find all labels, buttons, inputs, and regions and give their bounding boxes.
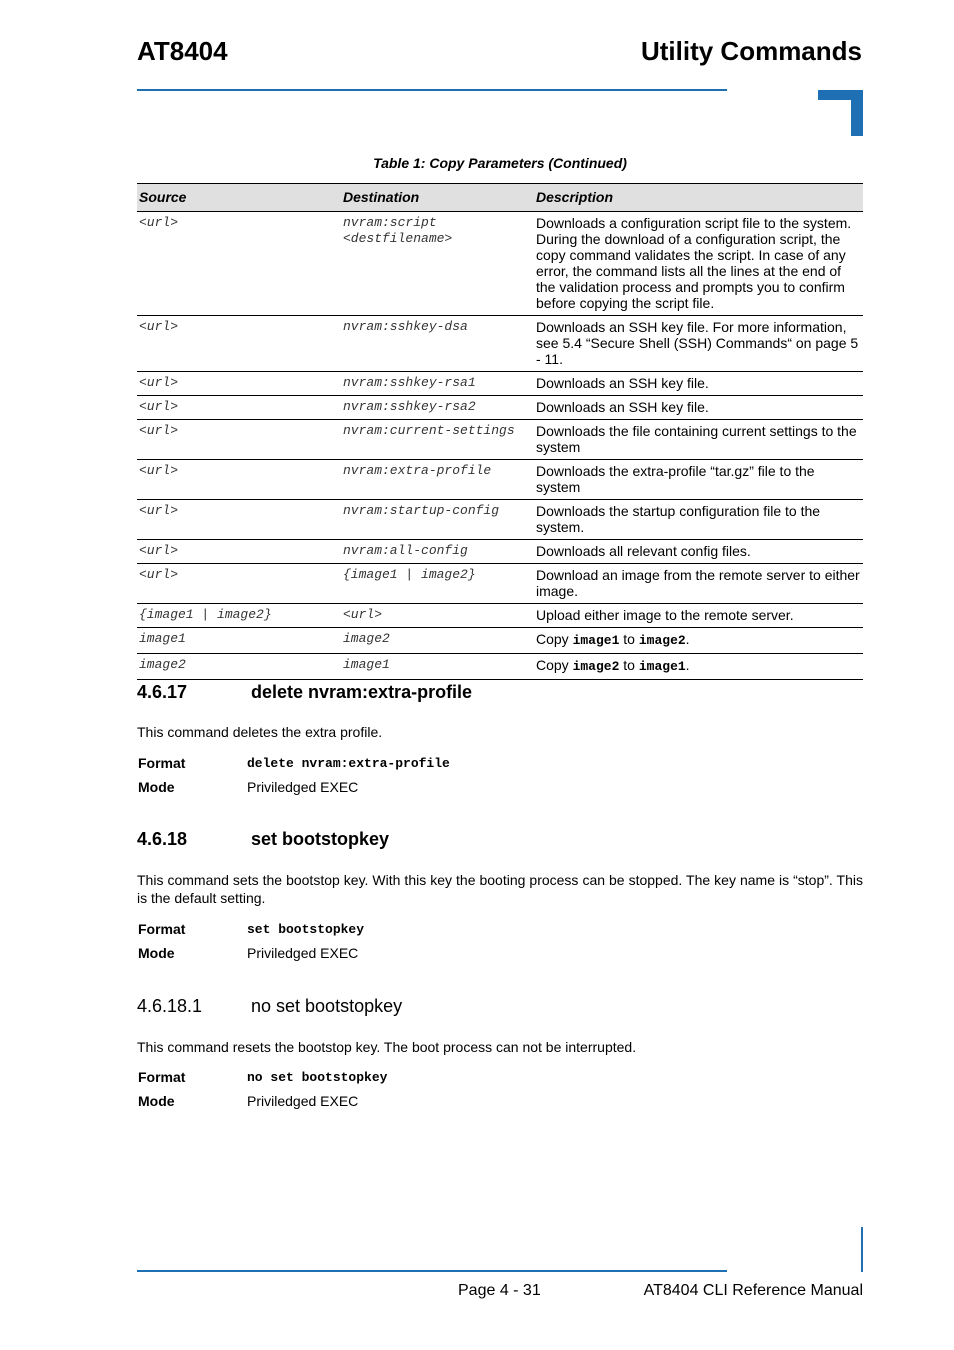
table-row [137,316,863,372]
description-cell: Downloads a configuration script file to the system. During the download of a configuration script, the copy command validates the script. In case of any error, the command lists all the lines at the end of the validation process and prompts you to confirm before copying the script file. [534,212,863,316]
section-title: no set bootstopkey [251,996,403,1016]
destination-cell: nvram:sshkey-dsa [341,316,534,372]
description-cell: Downloads the startup configuration file to the system. [534,500,863,540]
description-cell: Downloads an SSH key file. For more information, see 5.4 “Secure Shell (SSH) Commands“ on page 5 - 11. [534,316,863,372]
column-header-source: Source [137,184,341,212]
source-cell: <url> [137,212,341,316]
description-cell: Downloads the file containing current settings to the system [534,420,863,460]
description-cell: Downloads an SSH key file. [534,372,863,396]
destination-cell: nvram:extra-profile [341,460,534,500]
footer-corner-mark [861,1227,863,1272]
description-cell: Downloads the extra-profile “tar.gz” file to the system [534,460,863,500]
desc-text: . [685,657,690,673]
table-row [137,396,863,420]
copy-parameters-table [137,183,863,680]
source-cell: <url> [137,396,341,420]
format-label: Format [138,921,186,937]
destination-cell: {image1 | image2} [341,564,534,604]
table-row [137,500,863,540]
desc-text: to [619,631,639,647]
table-row [137,420,863,460]
mode-label: Mode [138,779,175,795]
mode-label: Mode [138,945,175,961]
header-corner-mark-vertical [851,90,863,136]
table-header-row [137,184,863,212]
source-cell: <url> [137,316,341,372]
footer-rule [137,1270,727,1272]
column-header-description: Description [534,184,863,212]
desc-text: to [619,657,639,673]
description-cell: Downloads all relevant config files. [534,540,863,564]
table-row [137,654,863,680]
desc-text: Copy [536,631,573,647]
destination-cell: <url> [341,604,534,628]
section-heading-set-bootstopkey [137,829,389,850]
column-header-destination: Destination [341,184,534,212]
format-command: set bootstopkey [247,922,365,937]
section-title: delete nvram:extra-profile [251,682,473,702]
destination-cell: nvram:current-settings [341,420,534,460]
mode-value: Priviledged EXEC [247,779,359,795]
desc-code: image2 [638,633,686,648]
destination-cell: image1 [341,654,534,680]
manual-title: AT8404 CLI Reference Manual [643,1282,863,1299]
destination-cell: nvram:sshkey-rsa2 [341,396,534,420]
source-cell: image1 [137,628,341,654]
section-description: This command resets the bootstop key. The boot process can not be interrupted. [137,1039,637,1055]
desc-code: image2 [572,659,620,674]
source-cell: <url> [137,460,341,500]
section-number: 4.6.17 [137,682,188,702]
desc-text: Copy [536,657,573,673]
table-row [137,372,863,396]
source-cell: <url> [137,564,341,604]
desc-code: image1 [572,633,620,648]
description-cell [534,654,863,680]
table-row [137,564,863,604]
section-heading-no-set-bootstopkey [137,996,402,1017]
section-heading-delete-extra-profile [137,682,472,703]
format-command: no set bootstopkey [247,1070,388,1085]
destination-cell: nvram:startup-config [341,500,534,540]
description-cell: Downloads an SSH key file. [534,396,863,420]
mode-label: Mode [138,1093,175,1109]
mode-value: Priviledged EXEC [247,945,359,961]
destination-cell: nvram:sshkey-rsa1 [341,372,534,396]
chapter-title: Utility Commands [640,36,862,66]
table-row [137,628,863,654]
source-cell: <url> [137,372,341,396]
section-title: set bootstopkey [251,829,390,849]
desc-code: image1 [638,659,686,674]
format-label: Format [138,1069,186,1085]
destination-cell: nvram:script <destfilename> [341,212,534,316]
description-cell: Upload either image to the remote server. [534,604,863,628]
source-cell: <url> [137,500,341,540]
mode-value: Priviledged EXEC [247,1093,359,1109]
document-title: AT8404 [137,36,228,66]
table-row [137,460,863,500]
section-description: This command deletes the extra profile. [137,724,383,740]
header-rule [137,89,727,91]
source-cell: image2 [137,654,341,680]
table-row [137,604,863,628]
section-description: This command sets the bootstop key. With this key the booting process can be stopped. The key name is “stop”. This is the default setting. [137,872,863,906]
section-number: 4.6.18 [137,829,188,849]
desc-text: . [685,631,690,647]
format-command: delete nvram:extra-profile [247,756,450,771]
source-cell: <url> [137,420,341,460]
description-cell: Download an image from the remote server to either image. [534,564,863,604]
table-caption: Table 1: Copy Parameters (Continued) [373,155,627,171]
source-cell: {image1 | image2} [137,604,341,628]
table-row [137,212,863,316]
destination-cell: nvram:all-config [341,540,534,564]
destination-cell: image2 [341,628,534,654]
page-number: Page 4 - 31 [458,1282,541,1299]
format-label: Format [138,755,186,771]
section-number: 4.6.18.1 [137,996,203,1016]
table-row [137,540,863,564]
description-cell [534,628,863,654]
source-cell: <url> [137,540,341,564]
